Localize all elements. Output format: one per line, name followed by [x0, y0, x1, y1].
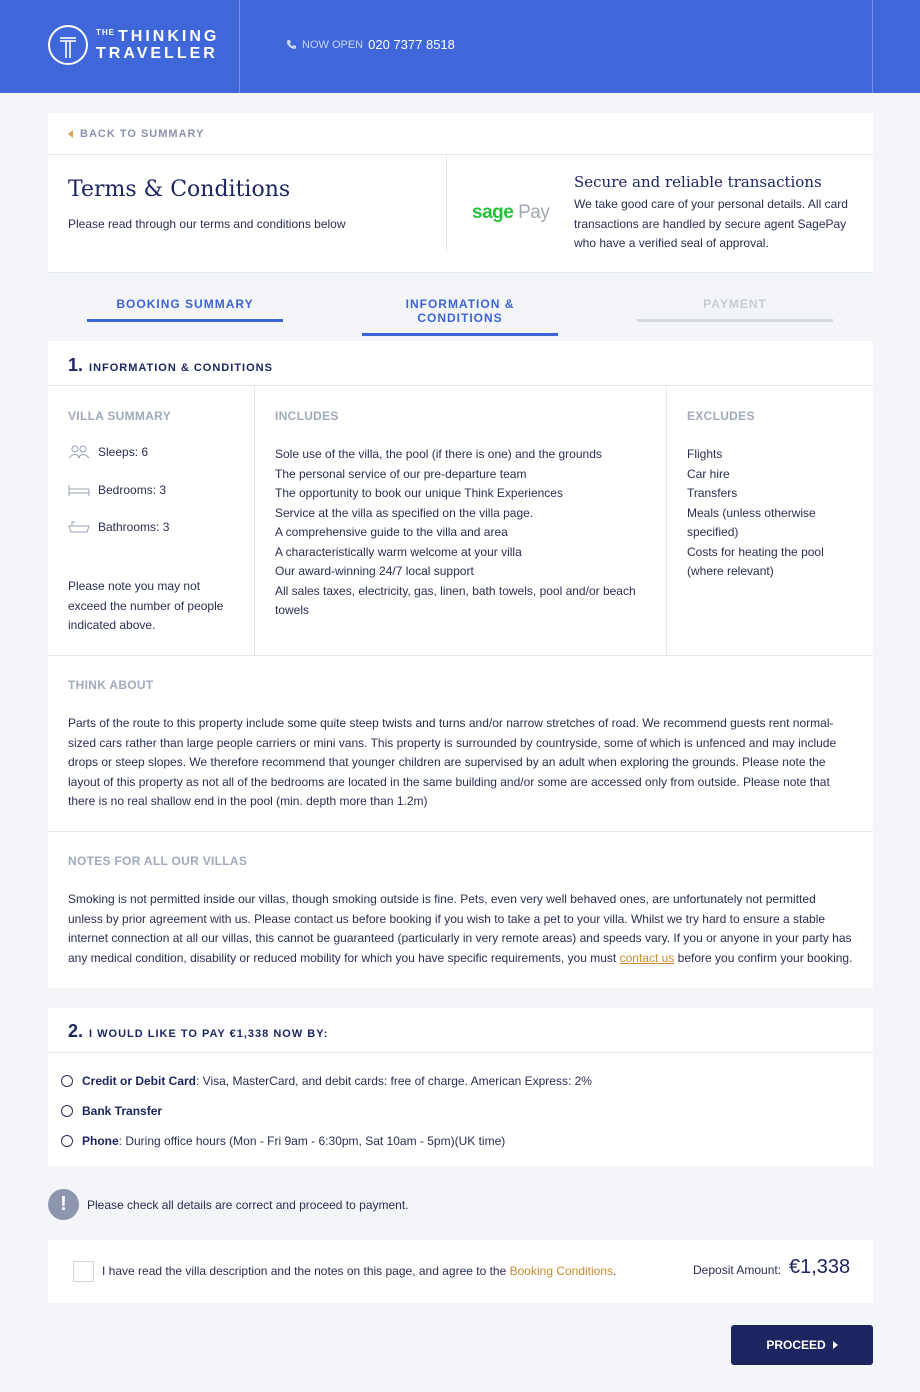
terms-header: [48, 155, 873, 273]
page-title: Terms & Conditions: [68, 177, 291, 202]
back-to-summary-link[interactable]: [68, 128, 204, 140]
section-number: 1.: [68, 355, 84, 375]
chevron-left-icon: [68, 130, 73, 138]
notes-after: before you confirm your booking.: [677, 950, 853, 965]
option-name: Phone: [82, 1134, 119, 1148]
list-item: All sales taxes, electricity, gas, linen, bath towels, pool and/or beach towels: [275, 583, 636, 617]
list-item: A comprehensive guide to the villa and area: [275, 525, 508, 539]
notes-text: Smoking is not permitted inside our villas, though smoking outside is fine. Pets, even very well behaved ones, are unfortunately not permitted unless by prior agreement with us. Please contact us before booking if you wish to take a pet to your villa. Whilst we try hard to ensure a stable internet connection at all our villas, this cannot be guaranteed (particularly in very remote areas) and speeds vary. If you or anyone in your party has any medical condition, disability or reduced mobility for which you have specific requirements, you must: [68, 892, 852, 965]
step-label: PAYMENT: [703, 297, 767, 311]
excludes-list: [687, 445, 837, 582]
villa-summary-label: VILLA SUMMARY: [68, 409, 172, 423]
secure-text: We take good care of your personal details. All card transactions are handled by secure agent SagePay who have a verified seal of approval.: [574, 197, 848, 250]
bedrooms-item: [68, 483, 166, 497]
column-divider: [666, 386, 667, 655]
step-booking-summary[interactable]: [87, 297, 283, 322]
logo-text: [96, 28, 219, 62]
section-title: INFORMATION & CONDITIONS: [89, 362, 273, 374]
agreement-row: [48, 1240, 873, 1303]
payment-option-phone[interactable]: [61, 1134, 505, 1148]
option-label: [82, 1134, 505, 1148]
step-bar: [362, 333, 558, 336]
step-information-conditions[interactable]: [362, 297, 558, 336]
phone-icon: [286, 39, 297, 50]
deposit-amount: €1,338: [789, 1256, 851, 1278]
bathrooms-text: Bathrooms: 3: [98, 520, 170, 534]
agree-label: I have read the villa description and the notes on this page, and agree to the: [102, 1264, 507, 1278]
option-detail: : Visa, MasterCard, and debit cards: free of charge. American Express: 2%: [196, 1074, 592, 1088]
list-item: Meals (unless otherwise specified): [687, 505, 816, 539]
header-divider: [872, 0, 873, 93]
option-label: [82, 1074, 592, 1088]
radio-button[interactable]: [61, 1105, 73, 1117]
includes-list: [275, 445, 645, 621]
option-name: Credit or Debit Card: [82, 1074, 197, 1088]
proceed-notice: [48, 1189, 409, 1220]
sagepay-logo: [472, 202, 549, 224]
payment-option-bank-transfer[interactable]: [61, 1104, 162, 1118]
sagepay-logo-sage: sage: [472, 202, 514, 223]
section-title: I WOULD LIKE TO PAY €1,338 NOW BY:: [89, 1028, 329, 1040]
logo-line-1: THINKING: [118, 28, 220, 45]
list-item: The personal service of our pre-departure team: [275, 466, 527, 481]
step-label: BOOKING SUMMARY: [116, 297, 254, 311]
list-item: A characteristically warm welcome at your villa: [275, 544, 522, 559]
payment-option-card[interactable]: [61, 1074, 592, 1088]
divider: [48, 655, 873, 656]
phone-contact[interactable]: [286, 37, 455, 52]
section-heading: [68, 1021, 328, 1042]
phone-label: NOW OPEN: [302, 38, 364, 51]
section-payment-method: [48, 1008, 873, 1166]
list-item: Car hire: [687, 466, 730, 481]
step-bar: [87, 319, 283, 322]
agree-text: [102, 1264, 616, 1278]
bedrooms-text: Bedrooms: 3: [98, 483, 167, 497]
agree-checkbox[interactable]: [73, 1261, 94, 1282]
section-heading: [68, 355, 273, 376]
list-item: Sole use of the villa, the pool (if there is one) and the grounds: [275, 447, 602, 461]
agree-end: .: [613, 1264, 617, 1278]
list-item: Our award-winning 24/7 local support: [275, 564, 474, 578]
step-label: INFORMATION & CONDITIONS: [405, 297, 515, 325]
divider: [48, 831, 873, 832]
column-divider: [254, 386, 255, 655]
booking-conditions-link[interactable]: Booking Conditions: [509, 1264, 614, 1278]
top-header: [0, 0, 920, 93]
sagepay-logo-pay: Pay: [518, 202, 550, 223]
includes-label: INCLUDES: [275, 409, 339, 423]
notes-label: NOTES FOR ALL OUR VILLAS: [68, 854, 248, 868]
think-about-text: Parts of the route to this property include some quite steep twists and turns and/or narrow stretches of road. We recommend guests rent normal-sized cars rather than large people carriers or mini vans. This property is surrounded by countryside, some of which is unfenced and may include drops or steep slopes. We therefore recommend that younger children are supervised by an adult when exploring the grounds. Please note the layout of this property as not all of the bedrooms are located in the same building and/or some are accessed only from outside. Please note that there is no real shallow end in the pool (min. depth more than 1.2m): [68, 716, 837, 808]
back-row: [48, 113, 873, 155]
deposit-label: Deposit Amount:: [693, 1263, 782, 1277]
step-bar: [637, 319, 833, 322]
bed-icon: [68, 483, 90, 497]
proceed-button[interactable]: [731, 1325, 873, 1365]
radio-button[interactable]: [61, 1135, 73, 1147]
logo-the: THE: [96, 28, 115, 37]
section-information-conditions: [48, 341, 873, 988]
capacity-note: Please note you may not exceed the number of people indicated above.: [68, 579, 224, 632]
list-item: Costs for heating the pool (where relevant): [687, 544, 824, 578]
people-icon: [68, 445, 90, 459]
back-label: BACK TO SUMMARY: [80, 128, 205, 140]
bathtub-icon: [68, 520, 90, 534]
logo-line-2: TRAVELLER: [96, 45, 218, 62]
list-item: Service at the villa as specified on the villa page.: [275, 505, 534, 520]
page-subtitle: Please read through our terms and conditions below: [68, 217, 346, 231]
sleeps-item: [68, 445, 148, 459]
option-label: [82, 1104, 162, 1118]
notes-paragraph: [68, 890, 853, 968]
option-name: Bank Transfer: [82, 1104, 163, 1118]
option-detail: : During office hours (Mon - Fri 9am - 6:30pm, Sat 10am - 5pm)(UK time): [118, 1134, 506, 1148]
bathrooms-item: [68, 520, 169, 534]
excludes-label: EXCLUDES: [687, 409, 755, 423]
logo-emblem-icon: [48, 25, 88, 65]
phone-number: 020 7377 8518: [368, 37, 455, 52]
section-number: 2.: [68, 1021, 84, 1041]
proceed-label: PROCEED: [766, 1338, 826, 1352]
contact-us-link[interactable]: contact us: [619, 950, 675, 965]
secure-title: Secure and reliable transactions: [574, 173, 822, 191]
logo[interactable]: [0, 0, 240, 93]
divider: [48, 385, 873, 386]
think-about-label: THINK ABOUT: [68, 678, 154, 692]
list-item: Flights: [687, 447, 723, 461]
sleeps-text: Sleeps: 6: [98, 445, 149, 459]
divider: [48, 1052, 873, 1053]
notice-text: Please check all details are correct and proceed to payment.: [87, 1197, 409, 1212]
list-item: Transfers: [687, 486, 738, 500]
radio-button[interactable]: [61, 1075, 73, 1087]
exclamation-icon: !: [48, 1189, 79, 1220]
list-item: The opportunity to book our unique Think Experiences: [275, 486, 563, 500]
terms-divider: [446, 155, 447, 252]
arrow-right-icon: [833, 1341, 838, 1349]
step-payment: [637, 297, 833, 322]
